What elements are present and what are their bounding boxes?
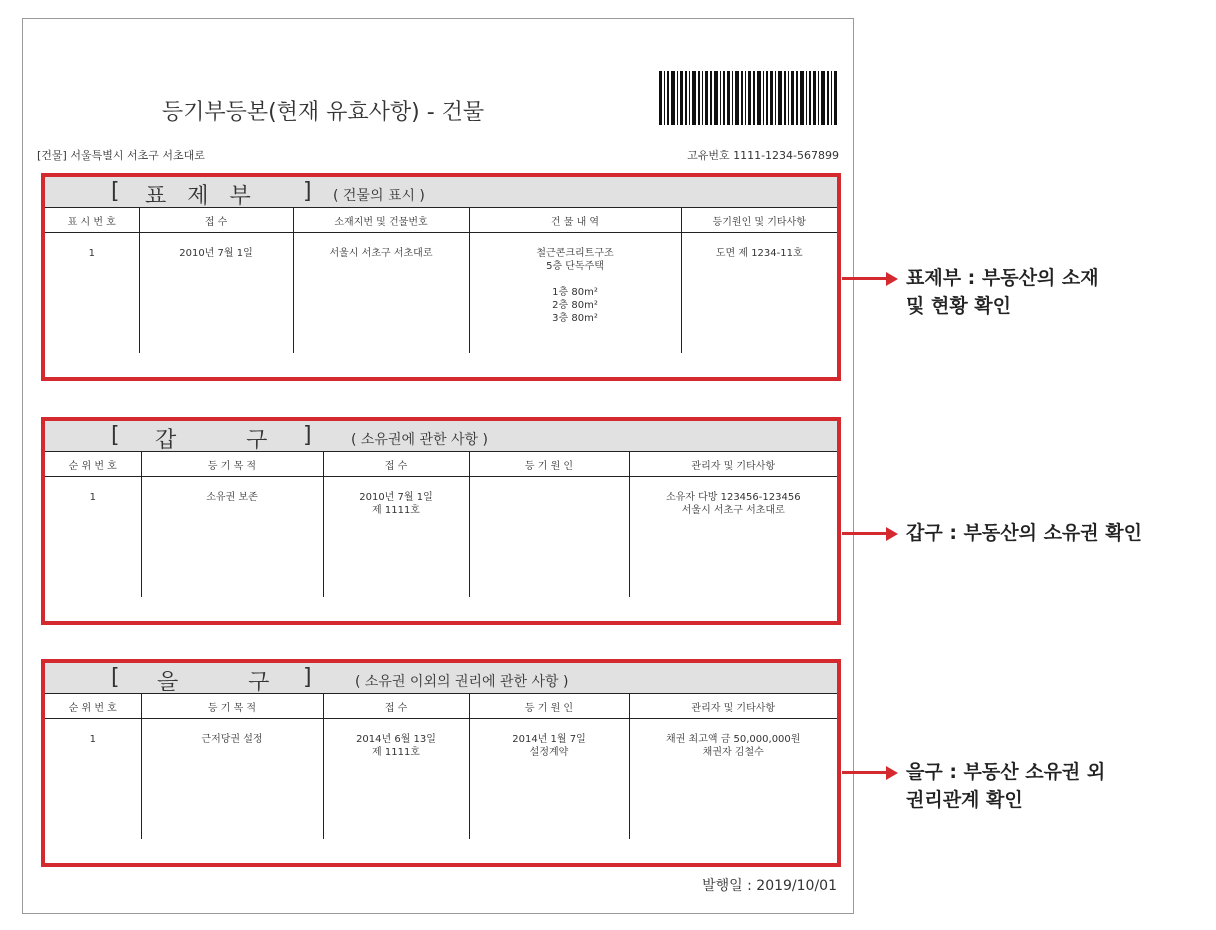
table-row [45, 477, 837, 597]
table-row [45, 233, 837, 353]
gapgu-bracket-open: [ [111, 423, 120, 448]
table-header-row [45, 208, 837, 233]
column-header: 등 기 원 인 [469, 694, 629, 719]
barcode-image [659, 71, 839, 125]
table-cell: 철근콘크리트구조 5층 단독주택 1층 80m² 2층 80m² 3층 80m² [469, 233, 681, 353]
gapgu-callout: 갑구 : 부동산의 소유권 확인 [906, 522, 1142, 544]
table-cell: 2010년 7월 1일 [139, 233, 293, 353]
table-row [45, 719, 837, 839]
gapgu-title: 갑 구 [155, 428, 268, 453]
gapgu-header [45, 421, 837, 452]
column-header: 관리자 및 기타사항 [629, 452, 837, 477]
eulgu-header [45, 663, 837, 694]
pyojebu-arrow-icon [886, 272, 898, 286]
gapgu-bracket-close: ] [303, 423, 312, 448]
gapgu-section [41, 417, 841, 625]
table-cell [469, 477, 629, 597]
table-cell: 2010년 7월 1일 제 1111호 [323, 477, 469, 597]
pyojebu-header [45, 177, 837, 208]
pyojebu-subtitle: ( 건물의 표시 ) [333, 188, 425, 204]
building-address: [건물] 서울특별시 서초구 서초대로 [37, 149, 205, 162]
eulgu-section [41, 659, 841, 867]
issue-date: 발행일 : 2019/10/01 [702, 878, 837, 894]
pyojebu-arrow-line [842, 277, 888, 280]
table-cell: 채권 최고액 금 50,000,000원 채권자 김철수 [666, 734, 801, 758]
pyojebu-bracket-open: [ [111, 179, 120, 204]
column-header: 건 물 내 역 [469, 208, 681, 233]
table-cell: 1 [45, 477, 141, 597]
table-cell: 2014년 1월 7일 설정계약 [469, 719, 629, 839]
eulgu-arrow-line [842, 771, 888, 774]
table-cell: 2014년 6월 13일 제 1111호 [323, 719, 469, 839]
column-header: 순 위 번 호 [45, 452, 141, 477]
table-header-row [45, 694, 837, 719]
document-title: 등기부등본(현재 유효사항) - 건물 [161, 100, 485, 125]
column-header: 표 시 번 호 [45, 208, 139, 233]
pyojebu-callout: 표제부 : 부동산의 소재 및 현황 확인 [906, 267, 1099, 317]
pyojebu-section [41, 173, 841, 381]
table-cell: 소유권 보존 [141, 477, 323, 597]
column-header: 관리자 및 기타사항 [629, 694, 837, 719]
table-header-row [45, 452, 837, 477]
registry-document [22, 18, 854, 914]
eulgu-callout: 을구 : 부동산 소유권 외 권리관계 확인 [906, 761, 1106, 811]
table-cell: 서울시 서초구 서초대로 [293, 233, 469, 353]
eulgu-bracket-close: ] [303, 665, 312, 690]
column-header: 접 수 [139, 208, 293, 233]
table-cell: 1 [45, 233, 139, 353]
table-cell: 소유자 다방 123456-123456 서울시 서초구 서초대로 [665, 492, 801, 516]
column-header: 순 위 번 호 [45, 694, 141, 719]
eulgu-title: 을 구 [157, 670, 270, 695]
table-cell: 도면 제 1234-11호 [715, 248, 803, 259]
pyojebu-bracket-close: ] [303, 179, 312, 204]
column-header: 접 수 [323, 694, 469, 719]
pyojebu-title: 표 제 부 [145, 184, 251, 209]
gapgu-table [45, 452, 837, 597]
table-cell: 1 [45, 719, 141, 839]
eulgu-arrow-icon [886, 766, 898, 780]
eulgu-table [45, 694, 837, 839]
column-header: 등 기 목 적 [141, 452, 323, 477]
eulgu-bracket-open: [ [111, 665, 120, 690]
gapgu-arrow-line [842, 532, 888, 535]
unique-number: 고유번호 1111-1234-567899 [687, 149, 839, 162]
eulgu-subtitle: ( 소유권 이외의 권리에 관한 사항 ) [355, 674, 569, 690]
column-header: 접 수 [323, 452, 469, 477]
gapgu-arrow-icon [886, 527, 898, 541]
column-header: 등기원인 및 기타사항 [681, 208, 837, 233]
table-cell: 근저당권 설정 [141, 719, 323, 839]
gapgu-subtitle: ( 소유권에 관한 사항 ) [351, 432, 488, 448]
column-header: 등 기 원 인 [469, 452, 629, 477]
column-header: 등 기 목 적 [141, 694, 323, 719]
column-header: 소재지번 및 건물번호 [293, 208, 469, 233]
pyojebu-table [45, 208, 837, 353]
